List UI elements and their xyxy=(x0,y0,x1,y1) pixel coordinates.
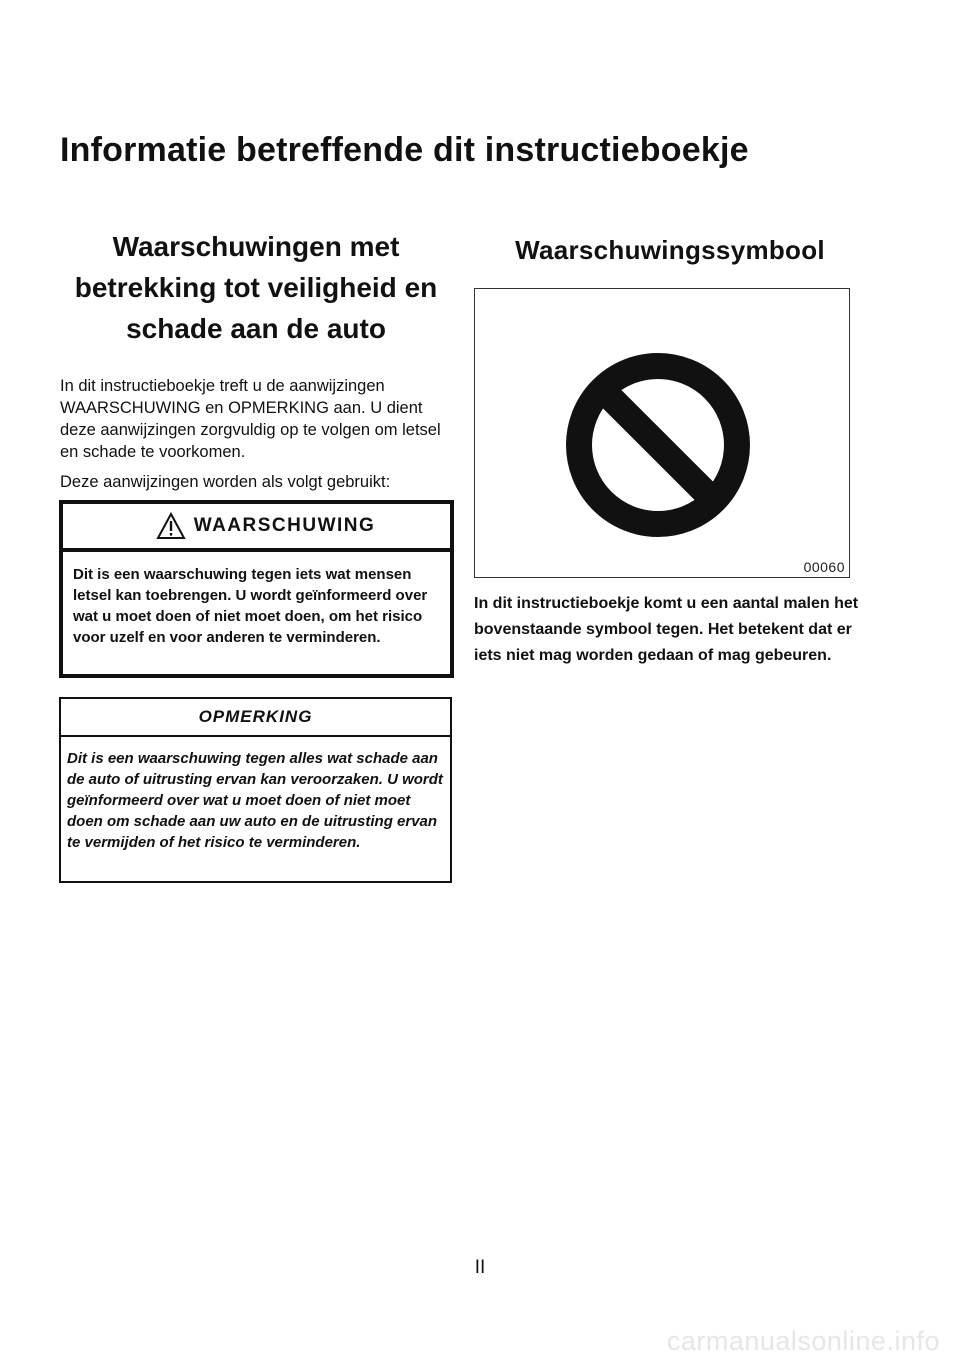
section-heading-warning-symbol: Waarschuwingssymbool xyxy=(515,235,825,265)
note-text: Dit is een waarschuwing tegen alles wat schade aan de auto of uitrusting ervan kan veroorzaken. U wordt geïnformeerd over wat u moet doen of niet moet doen om schade aan uw auto en de uitrusting ervan te vermijden of het risico te verminderen. xyxy=(67,750,443,851)
warning-symbol-figure xyxy=(474,288,850,578)
figure-code: 00060 xyxy=(803,559,845,575)
site-watermark: carmanualsonline.info xyxy=(666,1326,940,1356)
note-label: OPMERKING xyxy=(198,707,313,726)
warning-label: WAARSCHUWING xyxy=(193,515,376,536)
warning-box-header xyxy=(63,504,450,552)
warning-symbol-section xyxy=(474,230,866,270)
page-title: Informatie betreffende dit instructieboekje xyxy=(60,131,749,169)
symbol-description: In dit instructieboekje komt u een aantal malen het bovenstaande symbool tegen. Het betekent dat er iets niet mag worden gedaan of mag gebeuren. xyxy=(474,595,859,664)
prohibition-sign-icon xyxy=(565,352,751,538)
note-box xyxy=(59,697,452,883)
warning-triangle-icon xyxy=(156,512,186,540)
warning-text: Dit is een waarschuwing tegen iets wat mensen letsel kan toebrengen. U wordt geïnformeerd over wat u moet doen of niet moet doen, om het risico voor uzelf en voor anderen te verminderen. xyxy=(73,566,428,646)
intro-paragraph: In dit instructieboekje treft u de aanwijzingen WAARSCHUWING en OPMERKING aan. U dient deze aanwijzingen zorgvuldig op te volgen om letsel en schade te voorkomen. xyxy=(60,377,441,461)
safety-warnings-section xyxy=(60,226,452,493)
note-box-header xyxy=(61,699,450,737)
warning-box xyxy=(59,500,454,678)
usage-paragraph: Deze aanwijzingen worden als volgt gebruikt: xyxy=(60,473,391,491)
section-heading-safety-warnings: Waarschuwingen met betrekking tot veiligheid en schade aan de auto xyxy=(74,231,438,344)
page-number: II xyxy=(474,1257,486,1278)
